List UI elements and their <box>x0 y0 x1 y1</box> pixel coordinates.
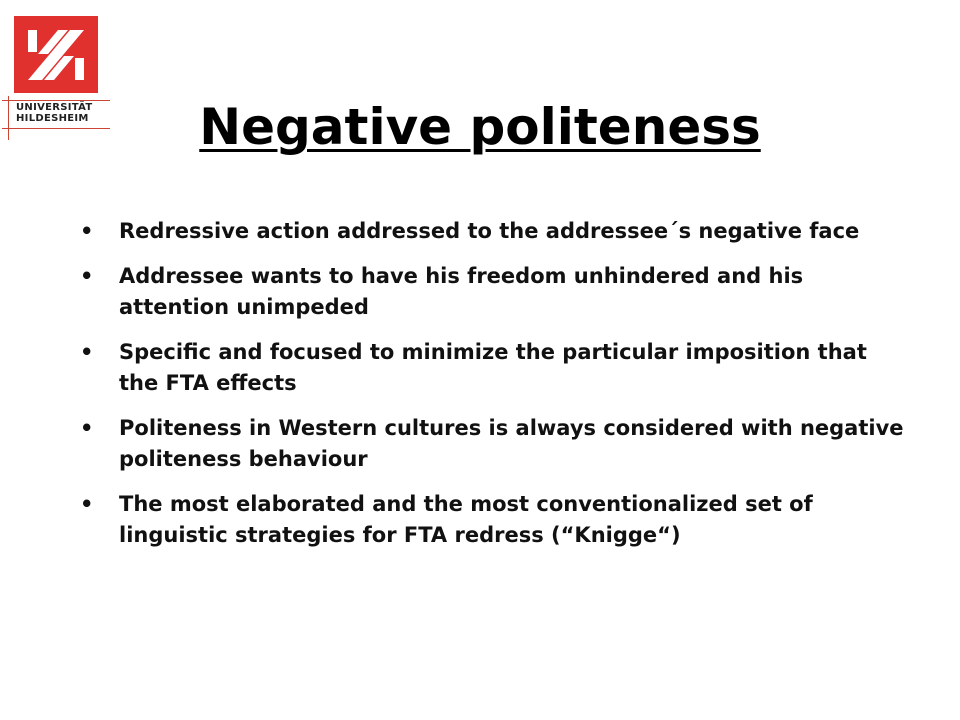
bullet-text: The most elaborated and the most conventionalized set of linguistic strategies for FTA redress (“Knigge“) <box>119 492 813 547</box>
bullet-marker: • <box>80 416 94 440</box>
logo-emblem <box>14 16 98 93</box>
bullet-text: Politeness in Western cultures is always considered with negative politeness behaviour <box>119 416 904 471</box>
bullet-list <box>80 216 910 565</box>
bullet-marker: • <box>80 219 94 243</box>
logo-line-2: HILDESHEIM <box>16 113 89 124</box>
bullet-text: Redressive action addressed to the addressee´s negative face <box>119 219 860 243</box>
bullet-item <box>80 489 910 551</box>
logo-line-1: UNIVERSITÄT <box>16 102 93 113</box>
bullet-text: Specific and focused to minimize the particular imposition that the FTA effects <box>119 340 867 395</box>
bullet-marker: • <box>80 492 94 516</box>
bullet-marker: • <box>80 340 94 364</box>
bullet-item <box>80 413 910 475</box>
bullet-item <box>80 337 910 399</box>
bullet-item <box>80 216 910 247</box>
bullet-marker: • <box>80 264 94 288</box>
slide-title: Negative politeness <box>199 98 761 156</box>
bullet-item <box>80 261 910 323</box>
bullet-text: Addressee wants to have his freedom unhindered and his attention unimpeded <box>119 264 804 319</box>
